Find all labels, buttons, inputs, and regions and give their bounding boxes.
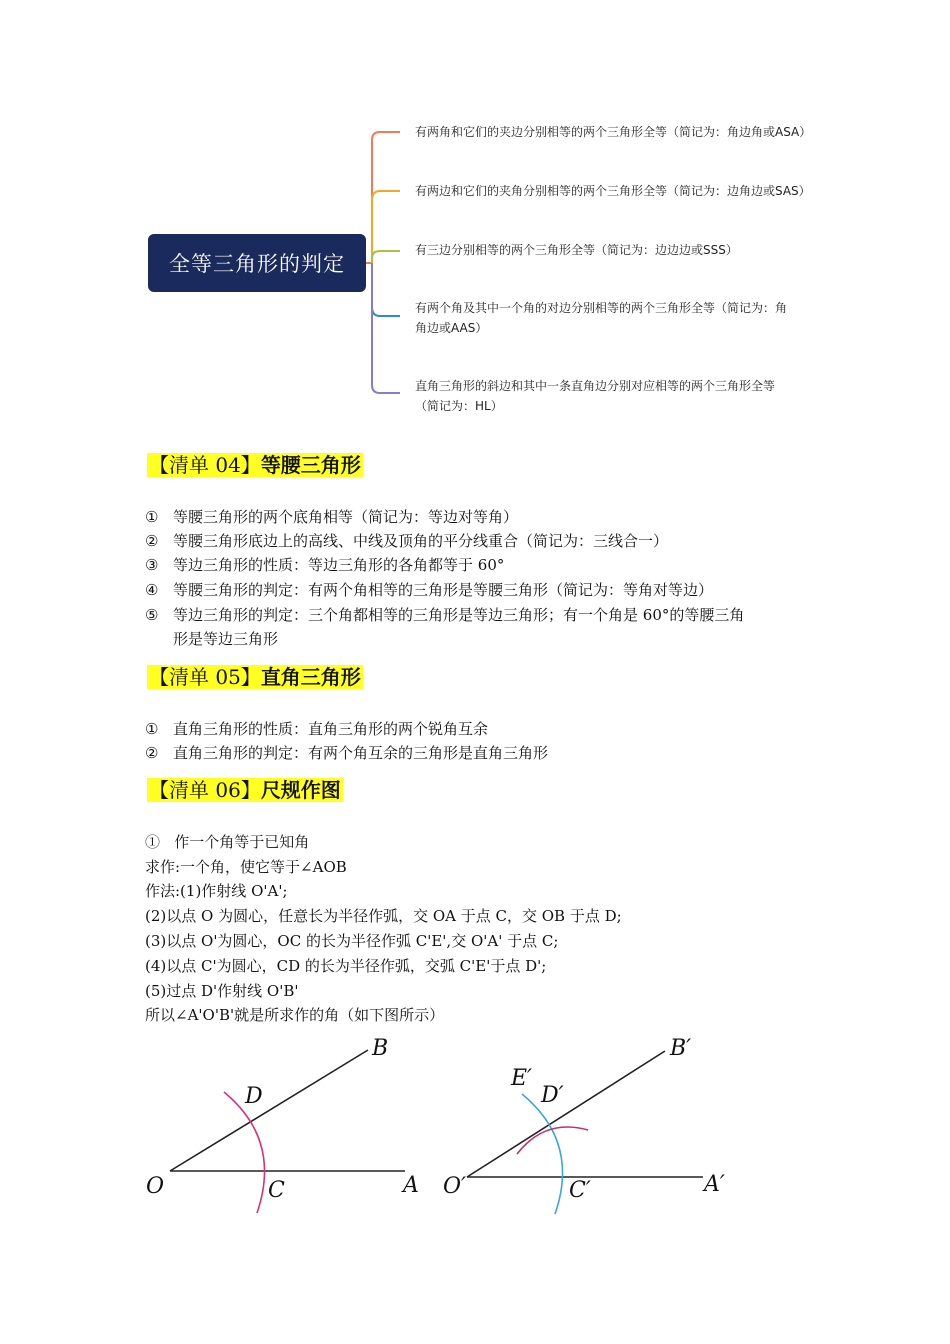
label-b: B	[372, 1036, 389, 1061]
connector-5	[372, 263, 400, 393]
section-05-heading	[147, 662, 363, 692]
mindmap-branch-asa	[415, 122, 835, 142]
label-a-prime: A′	[704, 1172, 725, 1197]
section-06-prefix: 【清单 06】	[149, 778, 261, 802]
branch-line: 角边或AAS）	[415, 321, 488, 335]
ray-ob	[170, 1050, 368, 1171]
construction-line: 所以∠A'O'B'就是所求作的角（如下图所示）	[145, 1006, 445, 1024]
section-06-title: 尺规作图	[260, 778, 341, 802]
branch-line: 直角三角形的斜边和其中一条直角边分别对应相等的两个三角形全等	[415, 379, 776, 393]
label-a: A	[403, 1173, 419, 1198]
connector-3	[372, 251, 400, 263]
connector-4	[372, 263, 400, 316]
section-05-title: 直角三角形	[260, 665, 361, 689]
branch-line: （简记为：HL）	[415, 399, 503, 413]
construction-line: 求作:一个角，使它等于∠AOB	[145, 858, 347, 876]
branch-line: 有两个角及其中一个角的对边分别相等的两个三角形全等（简记为：角	[415, 301, 788, 315]
section-05-prefix: 【清单 05】	[149, 665, 261, 689]
construction-line: (5)过点 D'作射线 O'B'	[145, 982, 299, 1000]
arc-c-e-prime	[522, 1094, 563, 1214]
mindmap-branch-sss	[415, 240, 835, 260]
mindmap-connectors	[0, 0, 950, 430]
mindmap-root: 全等三角形的判定	[148, 234, 366, 292]
branch-line: 有两角和它们的夹边分别相等的两个三角形全等（简记为：角边角或ASA）	[415, 125, 812, 139]
label-e-prime: E′	[511, 1066, 533, 1091]
list-item: ② 等腰三角形底边上的高线、中线及顶角的平分线重合（简记为：三线合一）	[145, 532, 669, 550]
label-b-prime: B′	[670, 1036, 692, 1061]
arc-cd	[224, 1092, 265, 1213]
section-04-heading	[147, 450, 363, 480]
label-d-prime: D′	[541, 1083, 564, 1108]
label-c: C	[268, 1178, 285, 1203]
label-d: D	[245, 1084, 263, 1109]
label-o-prime: O′	[443, 1174, 467, 1199]
construction-line: (3)以点 O'为圆心，OC 的长为半径作弧 C'E',交 O'A' 于点 C;	[145, 932, 559, 950]
branch-line: 有两边和它们的夹角分别相等的两个三角形全等（简记为：边角边或SAS）	[415, 184, 811, 198]
section-06-heading	[147, 775, 343, 805]
construction-line: (2)以点 O 为圆心，任意长为半径作弧，交 OA 于点 C，交 OB 于点 D;	[145, 907, 622, 925]
label-c-prime: C′	[569, 1178, 591, 1203]
list-item: ③ 等边三角形的性质：等边三角形的各角都等于 60°	[145, 556, 505, 574]
mindmap-branch-sas	[415, 181, 835, 201]
mindmap-branch-hl	[415, 376, 835, 416]
list-item: ④ 等腰三角形的判定：有两个角相等的三角形是等腰三角形（简记为：等角对等边）	[145, 581, 714, 599]
construction-line: 作法:(1)作射线 O'A';	[145, 882, 288, 900]
branch-line: 有三边分别相等的两个三角形全等（简记为：边边边或SSS）	[415, 243, 738, 257]
ray-o-b-prime	[467, 1051, 665, 1177]
construction-line: (4)以点 C'为圆心，CD 的长为半径作弧，交弧 C'E'于点 D';	[145, 957, 547, 975]
list-item: ① 直角三角形的性质：直角三角形的两个锐角互余	[145, 720, 489, 738]
list-item: ① 等腰三角形的两个底角相等（简记为：等边对等角）	[145, 508, 519, 526]
list-item: ② 直角三角形的判定：有两个角互余的三角形是直角三角形	[145, 744, 549, 762]
construction-item-1: ① 作一个角等于已知角	[145, 833, 310, 851]
list-item: ⑤ 等边三角形的判定：三个角都相等的三角形是等边三角形；有一个角是 60°的等腰三角 形是等边三角形	[145, 606, 745, 648]
section-04-prefix: 【清单 04】	[149, 453, 261, 477]
label-o: O	[146, 1174, 165, 1199]
section-04-title: 等腰三角形	[260, 453, 361, 477]
construction-figure	[0, 1030, 950, 1230]
mindmap-branch-aas	[415, 298, 835, 338]
